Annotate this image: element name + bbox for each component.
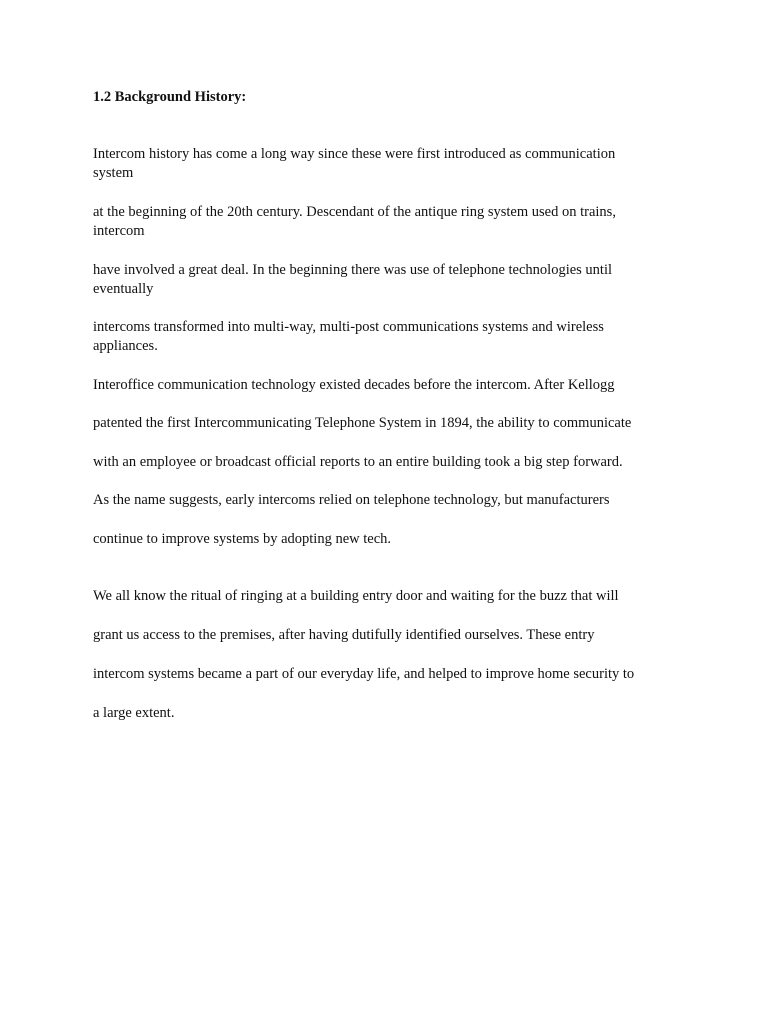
paragraph-line: a large extent.	[93, 705, 175, 721]
paragraph-line: intercom	[93, 223, 145, 239]
section-heading: 1.2 Background History:	[93, 89, 247, 105]
paragraph-line: We all know the ritual of ringing at a building entry door and waiting for the buzz that will	[93, 588, 619, 604]
paragraph-line: Interoffice communication technology existed decades before the intercom. After Kellogg	[93, 377, 615, 393]
paragraph-line: eventually	[93, 281, 154, 297]
paragraph-line: patented the first Intercommunicating Telephone System in 1894, the ability to communicate	[93, 415, 632, 431]
paragraph-line: appliances.	[93, 338, 158, 354]
paragraph-line: at the beginning of the 20th century. Descendant of the antique ring system used on trains,	[93, 204, 616, 220]
paragraph-line: intercom systems became a part of our everyday life, and helped to improve home security to	[93, 666, 635, 682]
paragraph-line: Intercom history has come a long way since these were first introduced as communication	[93, 146, 616, 162]
paragraph-line: continue to improve systems by adopting new tech.	[93, 531, 392, 547]
paragraph-line: system	[93, 165, 134, 181]
paragraph-line: with an employee or broadcast official reports to an entire building took a big step forward.	[93, 454, 623, 470]
paragraph-line: grant us access to the premises, after having dutifully identified ourselves. These entry	[93, 627, 595, 643]
paragraph-line: have involved a great deal. In the beginning there was use of telephone technologies until	[93, 262, 613, 278]
paragraph-line: intercoms transformed into multi-way, multi-post communications systems and wireless	[93, 319, 604, 335]
paragraph-line: As the name suggests, early intercoms relied on telephone technology, but manufacturers	[93, 492, 610, 508]
